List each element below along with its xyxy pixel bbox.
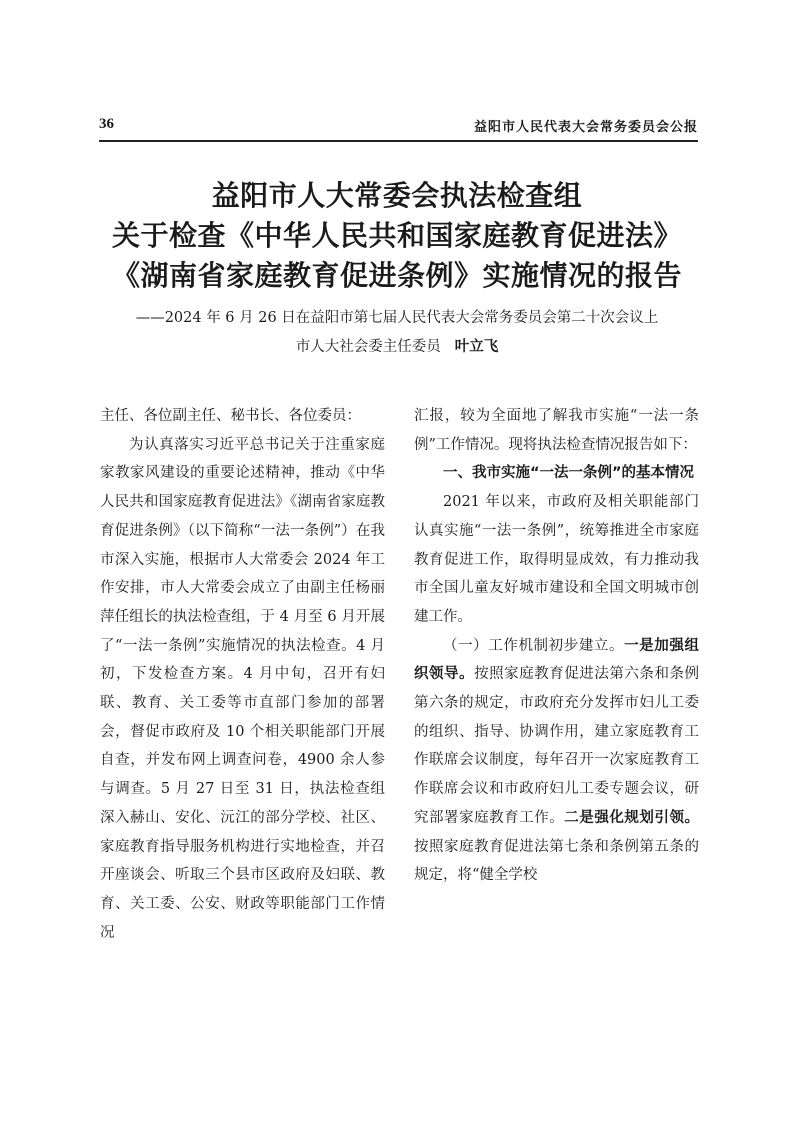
- point-label: 二是强化规划引领。: [564, 809, 700, 826]
- page-number: 36: [99, 116, 114, 132]
- author-line: [60, 336, 734, 358]
- section-heading: 一、我市实施“一法一条例”的基本情况: [443, 465, 695, 482]
- header-rule: [99, 140, 698, 142]
- salutation: 主任、各位副主任、秘书长、各位委员：: [100, 408, 361, 424]
- report-title: [60, 176, 734, 296]
- right-column: [414, 402, 699, 890]
- title-line-3: 《湖南省家庭教育促进条例》实施情况的报告: [111, 259, 682, 292]
- subsection-paragraph: [414, 632, 699, 890]
- author-role: 市人大社会委主任委员: [295, 339, 441, 355]
- report-subtitle: ——2024 年 6 月 26 日在益阳市第七届人民代表大会常务委员会第二十次会议上: [135, 310, 659, 326]
- author-name: 叶立飞: [454, 339, 499, 355]
- point-text: 按照家庭教育促进法第六条和条例第六条的规定，市政府充分发挥市妇儿工委的组织、指导、协调作用，建立家庭教育工作联席会议制度，每年召开一次家庭教育工作联席会议和市政府妇儿工委专题会议，研究部署家庭教育工作。: [414, 666, 700, 826]
- body-paragraph: 2021 年以来，市政府及相关职能部门认真实施“一法一条例”，统筹推进全市家庭教育促进工作，取得明显成效，有力推动我市全国儿童友好城市建设和全国文明城市创建工作。: [414, 494, 699, 625]
- title-line-2: 关于检查《中华人民共和国家庭教育促进法》: [111, 219, 682, 252]
- journal-name: 益阳市人民代表大会常务委员会公报: [473, 120, 698, 135]
- body-paragraph-continued: 汇报，较为全面地了解我市实施“一法一条例”工作情况。现将执法检查情况报告如下：: [414, 408, 699, 453]
- point-text: 按照家庭教育促进法第七条和条例第五条的规定，将“健全学校: [414, 838, 699, 884]
- body-paragraph: 为认真落实习近平总书记关于注重家庭家教家风建设的重要论述精神，推动《中华人民共和国家庭教育促进法》《湖南省家庭教育促进条例》（以下简称“一法一条例”）在我市深入实施，根据市人大常委会 2024 年工作安排，市人大常委会成立了由副主任杨丽萍任组长的执法检查组，于 4 月至 6 月开展了“一法一条例”实施情况的执法检查。4 月初，下发检查方案。4 月中旬，召开有妇联、教育、关工委等市直部门参加的部署会，督促市政府及 10 个相关职能部门开展自查，并发布网上调查问卷，4900 余人参与调查。5 月 27 日至 31 日，执法检查组深入赫山、安化、沅江的部分学校、社区、家庭教育指导服务机构进行实地检查，并召开座谈会、听取三个县市区政府及妇联、教育、关工委、公安、财政等职能部门工作情况: [100, 436, 385, 941]
- point-label: 一是加强组织领导。: [414, 637, 699, 683]
- subsection-heading: （一）工作机制初步建立。: [443, 637, 625, 654]
- page-header: [99, 116, 698, 140]
- left-column: [100, 402, 385, 947]
- title-line-1: 益阳市人大常委会执法检查组: [211, 179, 583, 212]
